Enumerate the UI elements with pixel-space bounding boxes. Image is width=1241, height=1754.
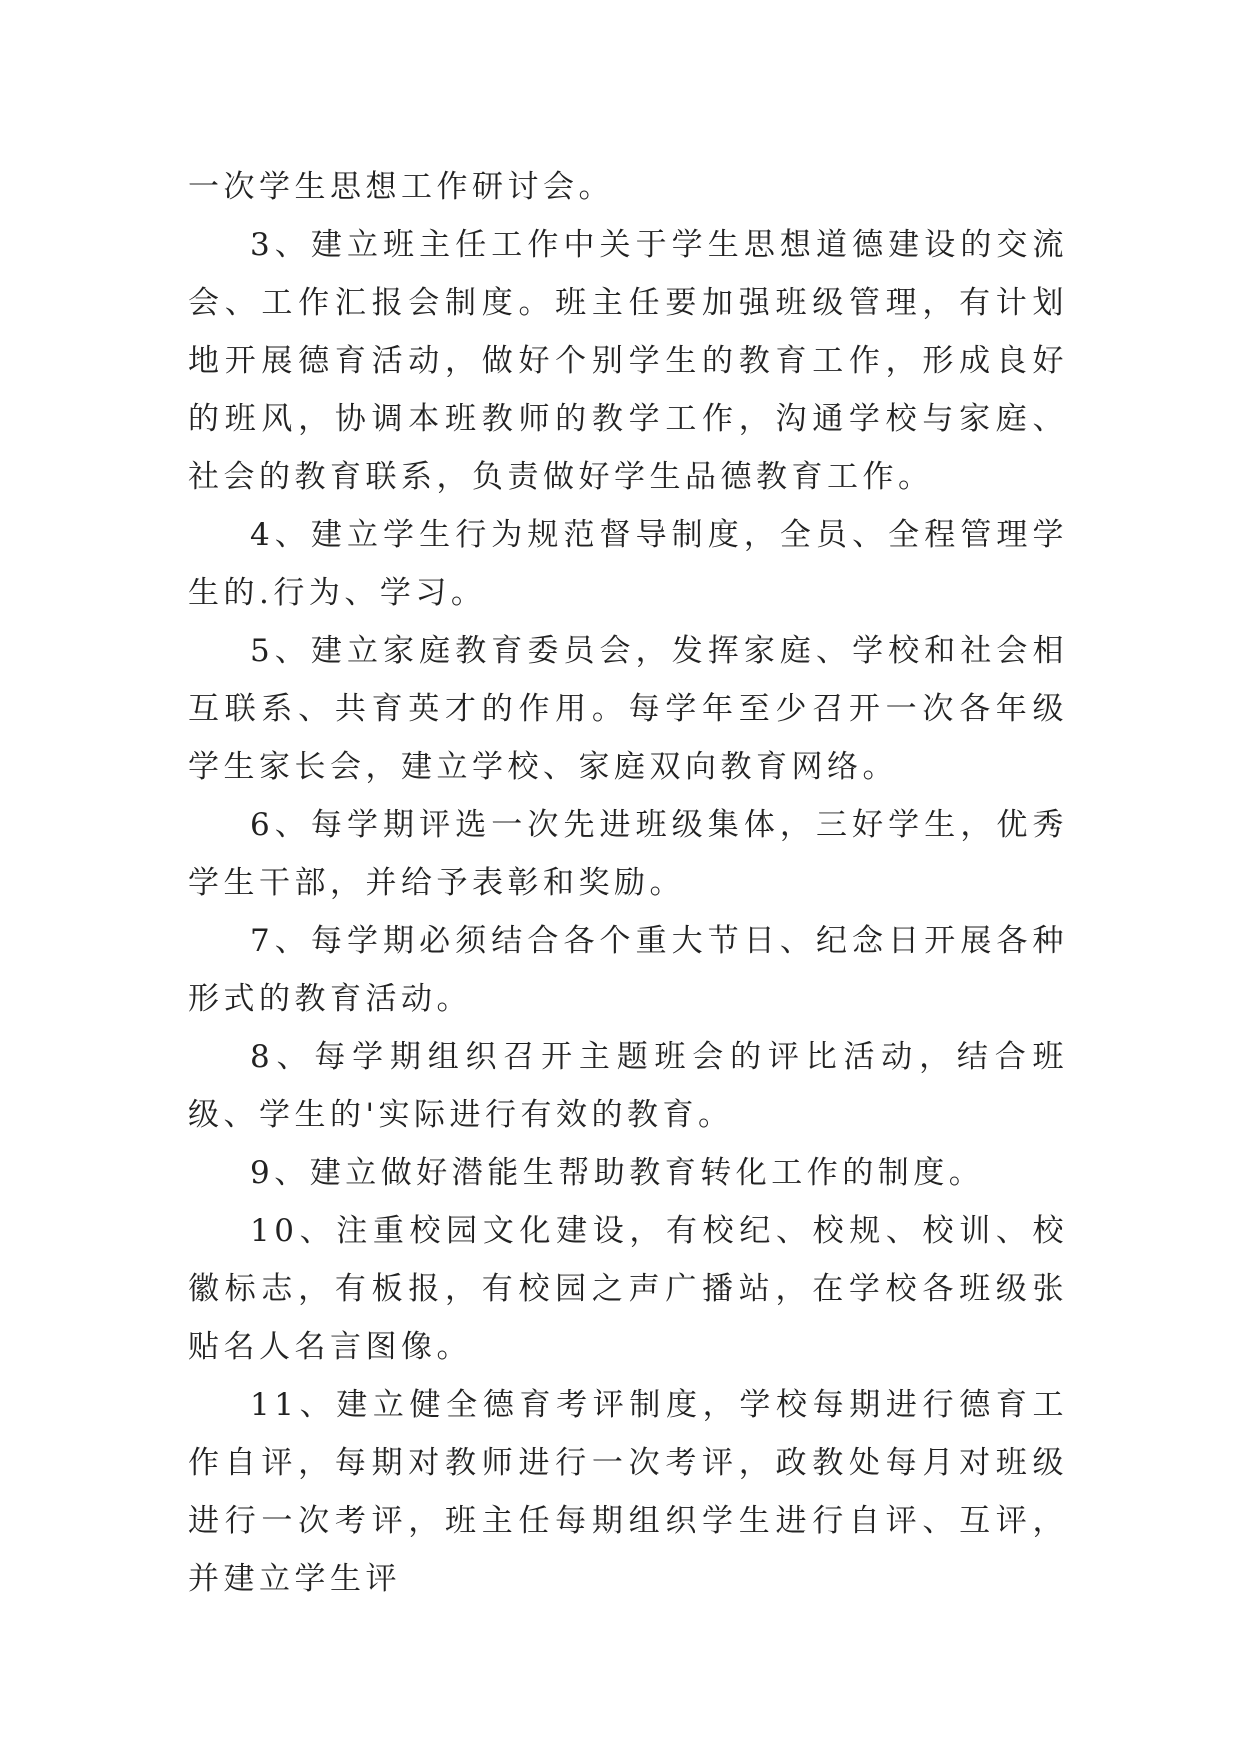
paragraph-item-4: 4、建立学生行为规范督导制度，全员、全程管理学生的.行为、学习。 bbox=[188, 517, 1068, 611]
paragraph-item-3: 3、建立班主任工作中关于学生思想道德建设的交流会、工作汇报会制度。班主任要加强班级管理，有计划地开展德育活动，做好个别学生的教育工作，形成良好的班风，协调本班教师的教学工作，沟通学校与家庭、社会的教育联系，负责做好学生品德教育工作。 bbox=[188, 227, 1068, 495]
paragraph-continuation: 一次学生思想工作研讨会。 bbox=[188, 169, 614, 205]
paragraph-item-11: 11、建立健全德育考评制度，学校每期进行德育工作自评，每期对教师进行一次考评，政教处每月对班级进行一次考评，班主任每期组织学生进行自评、互评，并建立学生评 bbox=[188, 1387, 1068, 1597]
paragraph-item-8: 8、每学期组织召开主题班会的评比活动，结合班级、学生的'实际进行有效的教育。 bbox=[188, 1039, 1068, 1133]
paragraph-item-7: 7、每学期必须结合各个重大节日、纪念日开展各种形式的教育活动。 bbox=[188, 923, 1068, 1017]
document-body bbox=[188, 158, 1068, 1608]
paragraph-item-10: 10、注重校园文化建设，有校纪、校规、校训、校徽标志，有板报，有校园之声广播站，在学校各班级张贴名人名言图像。 bbox=[188, 1213, 1068, 1365]
paragraph-item-5: 5、建立家庭教育委员会，发挥家庭、学校和社会相互联系、共育英才的作用。每学年至少召开一次各年级学生家长会，建立学校、家庭双向教育网络。 bbox=[188, 633, 1068, 785]
paragraph-item-9: 9、建立做好潜能生帮助教育转化工作的制度。 bbox=[250, 1155, 985, 1191]
paragraph-item-6: 6、每学期评选一次先进班级集体，三好学生，优秀学生干部，并给予表彰和奖励。 bbox=[188, 807, 1068, 901]
